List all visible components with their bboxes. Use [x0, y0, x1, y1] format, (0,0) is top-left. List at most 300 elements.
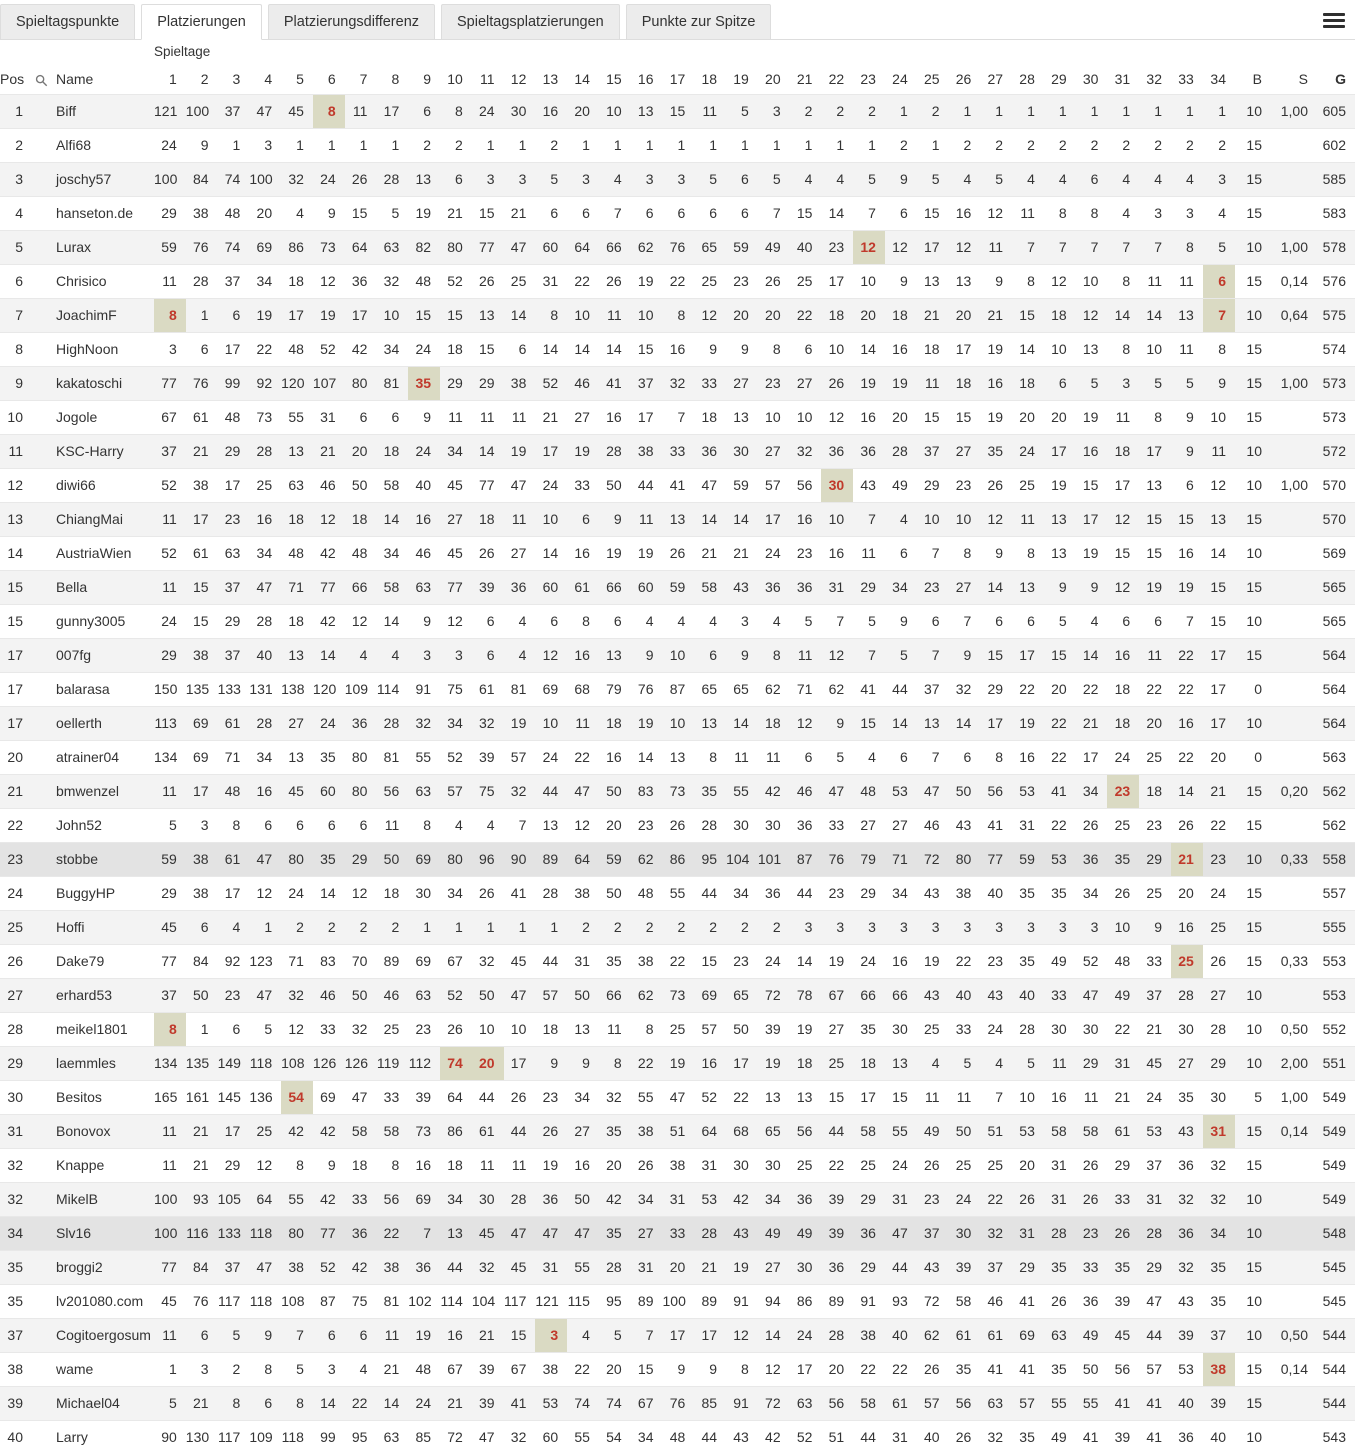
- cell-matchday-26: 24: [949, 1183, 981, 1217]
- cell-matchday-14: 4: [567, 1319, 599, 1353]
- cell-g: 543: [1317, 1421, 1355, 1454]
- col-header-matchday-8[interactable]: 8: [376, 64, 408, 95]
- cell-matchday-4: 6: [249, 1387, 281, 1421]
- cell-matchday-23: 48: [853, 775, 885, 809]
- cell-matchday-23: 14: [853, 333, 885, 367]
- cell-matchday-7: 6: [345, 401, 377, 435]
- cell-matchday-26: 13: [949, 265, 981, 299]
- col-header-matchday-33[interactable]: 33: [1171, 64, 1203, 95]
- cell-matchday-33: 15: [1171, 503, 1203, 537]
- col-header-matchday-9[interactable]: 9: [408, 64, 440, 95]
- cell-pos: 38: [0, 1353, 28, 1387]
- col-header-matchday-27[interactable]: 27: [980, 64, 1012, 95]
- cell-matchday-23: 16: [853, 401, 885, 435]
- cell-matchday-33: 39: [1171, 1319, 1203, 1353]
- cell-matchday-7: 80: [345, 367, 377, 401]
- cell-matchday-14: 61: [567, 571, 599, 605]
- cell-matchday-8: 58: [376, 571, 408, 605]
- col-header-matchday-26[interactable]: 26: [949, 64, 981, 95]
- cell-matchday-21: 63: [790, 1387, 822, 1421]
- cell-matchday-32: 28: [1139, 1217, 1171, 1251]
- table-row-atrainer04: [0, 741, 1355, 775]
- cell-matchday-14: 55: [567, 1251, 599, 1285]
- cell-matchday-31: 26: [1107, 1217, 1139, 1251]
- cell-matchday-12: 117: [504, 1285, 536, 1319]
- cell-icon-spacer: [28, 1149, 54, 1183]
- cell-matchday-34: 34: [1203, 1217, 1235, 1251]
- cell-matchday-26: 30: [949, 1217, 981, 1251]
- table-row-meikel1801: [0, 1013, 1355, 1047]
- cell-matchday-7: 29: [345, 843, 377, 877]
- cell-matchday-32: 6: [1139, 605, 1171, 639]
- cell-matchday-31: 8: [1107, 333, 1139, 367]
- cell-matchday-24: 6: [885, 537, 917, 571]
- col-header-matchday-19[interactable]: 19: [726, 64, 758, 95]
- cell-matchday-33: 11: [1171, 333, 1203, 367]
- col-header-matchday-7[interactable]: 7: [345, 64, 377, 95]
- cell-matchday-31: 7: [1107, 231, 1139, 265]
- col-header-matchday-1[interactable]: 1: [154, 64, 186, 95]
- cell-matchday-6: 14: [313, 1387, 345, 1421]
- cell-matchday-25: 26: [917, 1353, 949, 1387]
- cell-matchday-5: 27: [281, 707, 313, 741]
- col-header-matchday-2[interactable]: 2: [186, 64, 218, 95]
- cell-matchday-18: 5: [694, 163, 726, 197]
- cell-pos: 37: [0, 1319, 28, 1353]
- col-header-matchday-17[interactable]: 17: [663, 64, 695, 95]
- cell-matchday-18: 33: [694, 367, 726, 401]
- cell-matchday-19: 43: [726, 571, 758, 605]
- cell-matchday-27: 22: [980, 1183, 1012, 1217]
- col-header-matchday-4[interactable]: 4: [249, 64, 281, 95]
- cell-name: diwi66: [54, 469, 154, 503]
- cell-matchday-18: 53: [694, 1183, 726, 1217]
- cell-matchday-33: 9: [1171, 401, 1203, 435]
- cell-matchday-31: 39: [1107, 1285, 1139, 1319]
- col-header-matchday-14[interactable]: 14: [567, 64, 599, 95]
- cell-matchday-28: 3: [1012, 911, 1044, 945]
- cell-matchday-34: 15: [1203, 571, 1235, 605]
- cell-matchday-8: 38: [376, 1251, 408, 1285]
- cell-name: Bonovox: [54, 1115, 154, 1149]
- cell-icon-spacer: [28, 197, 54, 231]
- cell-matchday-29: 20: [1044, 401, 1076, 435]
- cell-matchday-16: 76: [631, 673, 663, 707]
- cell-matchday-31: 29: [1107, 1149, 1139, 1183]
- cell-s: [1271, 673, 1317, 707]
- cell-g: 558: [1317, 843, 1355, 877]
- col-header-matchday-18[interactable]: 18: [694, 64, 726, 95]
- col-header-s[interactable]: S: [1271, 64, 1317, 95]
- cell-matchday-5: 24: [281, 877, 313, 911]
- cell-s: [1271, 639, 1317, 673]
- cell-matchday-30: 13: [1076, 333, 1108, 367]
- col-header-matchday-13[interactable]: 13: [535, 64, 567, 95]
- cell-matchday-31: 41: [1107, 1387, 1139, 1421]
- cell-matchday-2: 17: [186, 503, 218, 537]
- cell-icon-spacer: [28, 1285, 54, 1319]
- col-header-matchday-6[interactable]: 6: [313, 64, 345, 95]
- cell-matchday-3: 149: [218, 1047, 250, 1081]
- cell-matchday-14: 64: [567, 231, 599, 265]
- cell-matchday-30: 19: [1076, 401, 1108, 435]
- cell-matchday-32: 3: [1139, 197, 1171, 231]
- cell-matchday-10: 52: [440, 979, 472, 1013]
- cell-pos: 21: [0, 775, 28, 809]
- cell-b: 15: [1235, 197, 1271, 231]
- cell-matchday-32: 29: [1139, 843, 1171, 877]
- cell-pos: 17: [0, 707, 28, 741]
- cell-matchday-23: 29: [853, 1251, 885, 1285]
- cell-g: 545: [1317, 1251, 1355, 1285]
- cell-matchday-4: 131: [249, 673, 281, 707]
- tab-spieltagsplatzierungen[interactable]: Spieltagsplatzierungen: [441, 4, 620, 40]
- cell-matchday-23: 18: [853, 1047, 885, 1081]
- cell-matchday-9: 63: [408, 979, 440, 1013]
- cell-matchday-5: 4: [281, 197, 313, 231]
- col-header-matchday-29[interactable]: 29: [1044, 64, 1076, 95]
- cell-matchday-9: 102: [408, 1285, 440, 1319]
- col-header-matchday-15[interactable]: 15: [599, 64, 631, 95]
- cell-matchday-25: 19: [917, 945, 949, 979]
- cell-matchday-17: 73: [663, 775, 695, 809]
- cell-matchday-28: 57: [1012, 1387, 1044, 1421]
- cell-matchday-25: 23: [917, 571, 949, 605]
- cell-matchday-16: 34: [631, 1421, 663, 1454]
- cell-matchday-12: 81: [504, 673, 536, 707]
- cell-s: [1271, 163, 1317, 197]
- cell-matchday-25: 11: [917, 1081, 949, 1115]
- cell-matchday-22: 44: [821, 1115, 853, 1149]
- cell-matchday-3: 133: [218, 1217, 250, 1251]
- cell-matchday-18: 6: [694, 197, 726, 231]
- cell-matchday-14: 9: [567, 1047, 599, 1081]
- cell-matchday-20: 4: [758, 605, 790, 639]
- cell-g: 564: [1317, 639, 1355, 673]
- cell-matchday-3: 6: [218, 1013, 250, 1047]
- cell-matchday-17: 26: [663, 809, 695, 843]
- cell-matchday-2: 50: [186, 979, 218, 1013]
- cell-matchday-5: 1: [281, 129, 313, 163]
- table-row-austriawien: [0, 537, 1355, 571]
- cell-icon-spacer: [28, 265, 54, 299]
- cell-matchday-24: 24: [885, 1149, 917, 1183]
- cell-matchday-27: 43: [980, 979, 1012, 1013]
- cell-matchday-33: 43: [1171, 1285, 1203, 1319]
- cell-matchday-23: 12: [853, 231, 885, 265]
- cell-matchday-4: 22: [249, 333, 281, 367]
- cell-matchday-8: 81: [376, 741, 408, 775]
- cell-matchday-15: 4: [599, 163, 631, 197]
- cell-matchday-18: 2: [694, 911, 726, 945]
- cell-s: [1271, 1421, 1317, 1454]
- cell-matchday-11: 39: [472, 571, 504, 605]
- col-header-matchday-5[interactable]: 5: [281, 64, 313, 95]
- cell-matchday-5: 42: [281, 1115, 313, 1149]
- cell-matchday-29: 41: [1044, 775, 1076, 809]
- cell-matchday-17: 86: [663, 843, 695, 877]
- cell-matchday-21: 18: [790, 1047, 822, 1081]
- col-header-matchday-3[interactable]: 3: [218, 64, 250, 95]
- cell-matchday-31: 1: [1107, 95, 1139, 129]
- cell-matchday-32: 33: [1139, 945, 1171, 979]
- cell-matchday-31: 21: [1107, 1081, 1139, 1115]
- tab-platzierungsdifferenz[interactable]: Platzierungsdifferenz: [268, 4, 435, 40]
- col-header-matchday-31[interactable]: 31: [1107, 64, 1139, 95]
- cell-matchday-5: 71: [281, 945, 313, 979]
- cell-matchday-12: 44: [504, 1115, 536, 1149]
- cell-matchday-32: 25: [1139, 741, 1171, 775]
- cell-g: 553: [1317, 979, 1355, 1013]
- cell-matchday-21: 1: [790, 129, 822, 163]
- cell-matchday-24: 6: [885, 197, 917, 231]
- col-header-matchday-10[interactable]: 10: [440, 64, 472, 95]
- cell-matchday-21: 44: [790, 877, 822, 911]
- cell-matchday-8: 1: [376, 129, 408, 163]
- cell-matchday-19: 27: [726, 367, 758, 401]
- cell-g: 578: [1317, 231, 1355, 265]
- cell-matchday-8: 33: [376, 1081, 408, 1115]
- cell-matchday-25: 1: [917, 129, 949, 163]
- cell-matchday-1: 24: [154, 605, 186, 639]
- cell-matchday-19: 104: [726, 843, 758, 877]
- col-header-matchday-24[interactable]: 24: [885, 64, 917, 95]
- cell-matchday-4: 16: [249, 775, 281, 809]
- cell-matchday-11: 18: [472, 503, 504, 537]
- cell-b: 5: [1235, 1081, 1271, 1115]
- col-header-matchday-34[interactable]: 34: [1203, 64, 1235, 95]
- cell-matchday-19: 5: [726, 95, 758, 129]
- cell-matchday-5: 7: [281, 1319, 313, 1353]
- cell-matchday-24: 9: [885, 163, 917, 197]
- col-header-matchday-30[interactable]: 30: [1076, 64, 1108, 95]
- cell-matchday-23: 5: [853, 605, 885, 639]
- cell-matchday-9: 112: [408, 1047, 440, 1081]
- cell-matchday-15: 79: [599, 673, 631, 707]
- cell-matchday-31: 22: [1107, 1013, 1139, 1047]
- cell-matchday-2: 100: [186, 95, 218, 129]
- cell-matchday-21: 6: [790, 741, 822, 775]
- cell-matchday-26: 5: [949, 1047, 981, 1081]
- cell-matchday-33: 20: [1171, 877, 1203, 911]
- cell-matchday-12: 36: [504, 571, 536, 605]
- col-header-matchday-22[interactable]: 22: [821, 64, 853, 95]
- cell-g: 549: [1317, 1115, 1355, 1149]
- cell-matchday-15: 54: [599, 1421, 631, 1454]
- cell-matchday-28: 25: [1012, 469, 1044, 503]
- cell-matchday-7: 50: [345, 469, 377, 503]
- cell-matchday-19: 30: [726, 1149, 758, 1183]
- cell-s: 1,00: [1271, 1081, 1317, 1115]
- col-header-matchday-32[interactable]: 32: [1139, 64, 1171, 95]
- cell-matchday-11: 6: [472, 639, 504, 673]
- cell-matchday-31: 35: [1107, 1251, 1139, 1285]
- cell-matchday-6: 35: [313, 741, 345, 775]
- cell-pos: 25: [0, 911, 28, 945]
- cell-matchday-9: 6: [408, 95, 440, 129]
- cell-matchday-16: 19: [631, 265, 663, 299]
- cell-matchday-27: 46: [980, 1285, 1012, 1319]
- cell-matchday-1: 29: [154, 197, 186, 231]
- cell-matchday-14: 55: [567, 1421, 599, 1454]
- cell-icon-spacer: [28, 843, 54, 877]
- col-header-matchday-23[interactable]: 23: [853, 64, 885, 95]
- cell-matchday-5: 48: [281, 537, 313, 571]
- col-header-matchday-21[interactable]: 21: [790, 64, 822, 95]
- cell-matchday-10: 21: [440, 1387, 472, 1421]
- cell-matchday-16: 89: [631, 1285, 663, 1319]
- cell-matchday-18: 6: [694, 639, 726, 673]
- cell-matchday-13: 24: [535, 741, 567, 775]
- cell-matchday-10: 11: [440, 401, 472, 435]
- cell-matchday-22: 27: [821, 1013, 853, 1047]
- table-row-highnoon: [0, 333, 1355, 367]
- cell-matchday-21: 25: [790, 265, 822, 299]
- cell-matchday-1: 77: [154, 945, 186, 979]
- cell-matchday-31: 26: [1107, 877, 1139, 911]
- cell-matchday-8: 81: [376, 1285, 408, 1319]
- cell-matchday-30: 36: [1076, 843, 1108, 877]
- cell-matchday-31: 4: [1107, 197, 1139, 231]
- cell-matchday-1: 11: [154, 265, 186, 299]
- cell-matchday-20: 24: [758, 945, 790, 979]
- cell-matchday-32: 57: [1139, 1353, 1171, 1387]
- cell-b: 10: [1235, 843, 1271, 877]
- cell-matchday-9: 85: [408, 1421, 440, 1454]
- cell-matchday-12: 11: [504, 503, 536, 537]
- cell-b: 10: [1235, 469, 1271, 503]
- cell-matchday-23: 7: [853, 503, 885, 537]
- col-header-g[interactable]: G: [1317, 64, 1355, 95]
- cell-matchday-20: 2: [758, 911, 790, 945]
- cell-matchday-21: 52: [790, 1421, 822, 1454]
- col-header-matchday-28[interactable]: 28: [1012, 64, 1044, 95]
- cell-b: 15: [1235, 571, 1271, 605]
- cell-matchday-20: 24: [758, 537, 790, 571]
- col-header-matchday-20[interactable]: 20: [758, 64, 790, 95]
- cell-matchday-32: 22: [1139, 673, 1171, 707]
- tab-platzierungen[interactable]: Platzierungen: [141, 4, 262, 40]
- cell-matchday-1: 67: [154, 401, 186, 435]
- col-header-matchday-25[interactable]: 25: [917, 64, 949, 95]
- cell-matchday-13: 3: [535, 1319, 567, 1353]
- cell-matchday-13: 9: [535, 1047, 567, 1081]
- cell-matchday-1: 121: [154, 95, 186, 129]
- cell-matchday-23: 2: [853, 95, 885, 129]
- cell-matchday-20: 27: [758, 1251, 790, 1285]
- cell-icon-spacer: [28, 469, 54, 503]
- col-header-b[interactable]: B: [1235, 64, 1271, 95]
- cell-matchday-5: 108: [281, 1285, 313, 1319]
- cell-matchday-1: 1: [154, 1353, 186, 1387]
- cell-name: broggi2: [54, 1251, 154, 1285]
- cell-matchday-28: 13: [1012, 571, 1044, 605]
- cell-matchday-12: 32: [504, 775, 536, 809]
- cell-matchday-16: 60: [631, 571, 663, 605]
- cell-matchday-4: 47: [249, 1251, 281, 1285]
- col-header-matchday-11[interactable]: 11: [472, 64, 504, 95]
- cell-matchday-13: 10: [535, 707, 567, 741]
- cell-matchday-9: 48: [408, 265, 440, 299]
- cell-matchday-21: 5: [790, 605, 822, 639]
- cell-matchday-27: 6: [980, 605, 1012, 639]
- cell-matchday-27: 56: [980, 775, 1012, 809]
- cell-pos: 8: [0, 333, 28, 367]
- cell-s: 1,00: [1271, 231, 1317, 265]
- cell-matchday-22: 15: [821, 1081, 853, 1115]
- cell-matchday-17: 2: [663, 911, 695, 945]
- cell-matchday-20: 18: [758, 707, 790, 741]
- cell-matchday-20: 94: [758, 1285, 790, 1319]
- cell-s: 0,14: [1271, 1353, 1317, 1387]
- cell-icon-spacer: [28, 95, 54, 129]
- col-header-matchday-12[interactable]: 12: [504, 64, 536, 95]
- tab-punkte-zur-spitze[interactable]: Punkte zur Spitze: [626, 4, 772, 40]
- cell-matchday-1: 11: [154, 1149, 186, 1183]
- cell-matchday-23: 3: [853, 911, 885, 945]
- cell-matchday-1: 52: [154, 537, 186, 571]
- col-header-matchday-16[interactable]: 16: [631, 64, 663, 95]
- cell-matchday-11: 21: [472, 1319, 504, 1353]
- cell-matchday-13: 69: [535, 673, 567, 707]
- menu-icon[interactable]: [1323, 13, 1345, 28]
- cell-matchday-22: 62: [821, 673, 853, 707]
- cell-matchday-32: 53: [1139, 1115, 1171, 1149]
- cell-matchday-21: 27: [790, 367, 822, 401]
- cell-matchday-32: 15: [1139, 503, 1171, 537]
- cell-matchday-6: 1: [313, 129, 345, 163]
- cell-matchday-8: 28: [376, 163, 408, 197]
- cell-matchday-34: 9: [1203, 367, 1235, 401]
- cell-matchday-8: 21: [376, 1353, 408, 1387]
- cell-matchday-15: 11: [599, 299, 631, 333]
- cell-matchday-17: 22: [663, 945, 695, 979]
- cell-matchday-11: 77: [472, 469, 504, 503]
- cell-matchday-21: 36: [790, 571, 822, 605]
- cell-matchday-14: 8: [567, 605, 599, 639]
- col-header-pos[interactable]: Pos: [0, 64, 28, 95]
- cell-matchday-8: 34: [376, 537, 408, 571]
- cell-name: gunny3005: [54, 605, 154, 639]
- cell-matchday-2: 17: [186, 775, 218, 809]
- cell-matchday-31: 56: [1107, 1353, 1139, 1387]
- cell-name: balarasa: [54, 673, 154, 707]
- cell-s: 0,20: [1271, 775, 1317, 809]
- tab-spieltagspunkte[interactable]: Spieltagspunkte: [0, 4, 135, 40]
- cell-matchday-16: 10: [631, 299, 663, 333]
- cell-b: 10: [1235, 537, 1271, 571]
- cell-matchday-27: 9: [980, 537, 1012, 571]
- cell-matchday-12: 1: [504, 129, 536, 163]
- cell-matchday-24: 18: [885, 299, 917, 333]
- cell-matchday-25: 72: [917, 843, 949, 877]
- cell-matchday-5: 80: [281, 1217, 313, 1251]
- cell-matchday-10: 45: [440, 469, 472, 503]
- col-header-name[interactable]: Name: [54, 64, 154, 95]
- cell-matchday-10: 1: [440, 911, 472, 945]
- cell-matchday-17: 10: [663, 707, 695, 741]
- search-icon[interactable]: [28, 64, 54, 95]
- cell-matchday-4: 109: [249, 1421, 281, 1454]
- cell-matchday-20: 62: [758, 673, 790, 707]
- cell-g: 564: [1317, 707, 1355, 741]
- cell-matchday-34: 22: [1203, 809, 1235, 843]
- cell-matchday-25: 18: [917, 333, 949, 367]
- cell-matchday-19: 8: [726, 1353, 758, 1387]
- cell-matchday-20: 42: [758, 775, 790, 809]
- cell-matchday-31: 12: [1107, 503, 1139, 537]
- cell-matchday-10: 27: [440, 503, 472, 537]
